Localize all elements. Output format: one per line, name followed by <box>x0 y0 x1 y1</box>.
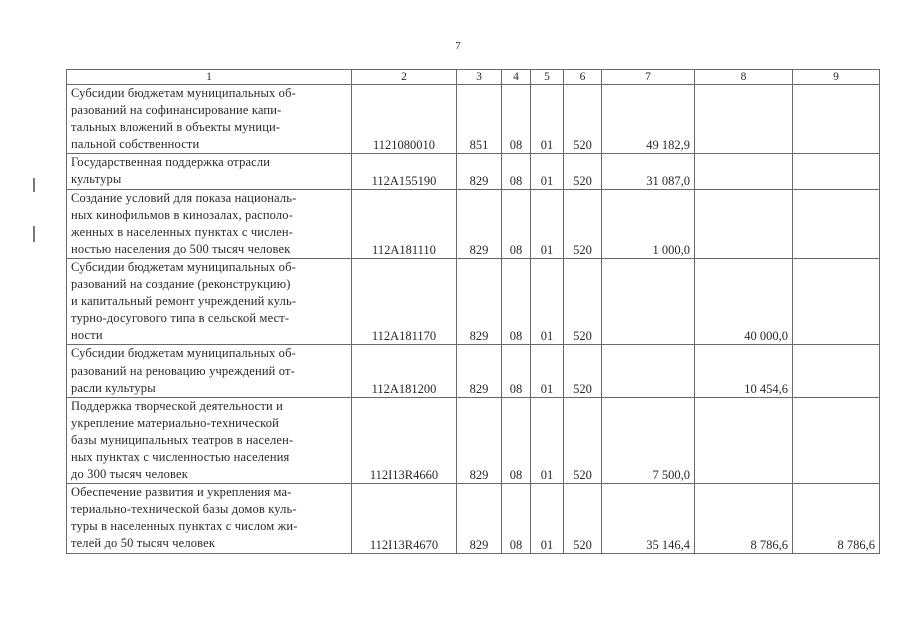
description-line: ности <box>71 328 103 343</box>
header-col-7: 7 <box>602 70 695 85</box>
description-line: базы муниципальных театров в населен- <box>71 432 294 447</box>
table-row <box>67 85 880 154</box>
amount-col-8-cell: 40 000,0 <box>695 258 793 344</box>
row-description <box>67 258 352 344</box>
target-code-cell: 112I13R4660 <box>352 397 457 483</box>
header-col-4: 4 <box>502 70 531 85</box>
description-line: Поддержка творческой деятельности и <box>71 398 283 413</box>
section-code-cell: 08 <box>502 397 531 483</box>
subsection-code-cell: 01 <box>531 345 564 397</box>
amount-col-9-cell <box>793 258 880 344</box>
description-line: Обеспечение развития и укрепления ма- <box>71 485 292 500</box>
section-code-cell: 08 <box>502 484 531 553</box>
amount-col-8-cell: 10 454,6 <box>695 345 793 397</box>
description-line: туры в населенных пунктах с числом жи- <box>71 519 298 534</box>
department-code-cell: 829 <box>457 154 502 189</box>
target-code-cell: 1121080010 <box>352 85 457 154</box>
amount-col-8-cell <box>695 397 793 483</box>
description-line: тальных вложений в объекты муници- <box>71 120 281 135</box>
scan-edge-mark-bottom <box>33 226 35 242</box>
description-line: турно-досугового типа в сельской мест- <box>71 311 290 326</box>
header-col-1: 1 <box>67 70 352 85</box>
description-line: ных пунктах с численностью населения <box>71 449 290 464</box>
description-line: телей до 50 тысяч человек <box>71 536 216 551</box>
department-code-cell: 829 <box>457 258 502 344</box>
description-line: укрепление материально-технической <box>71 415 279 430</box>
table-body <box>67 85 880 554</box>
amount-col-9-cell <box>793 345 880 397</box>
expense-type-cell: 520 <box>564 345 602 397</box>
amount-col-7-cell: 7 500,0 <box>602 397 695 483</box>
target-code-cell: 112A181200 <box>352 345 457 397</box>
header-col-9: 9 <box>793 70 880 85</box>
description-line: Государственная поддержка отрасли <box>71 155 271 170</box>
table-row <box>67 397 880 483</box>
page-number: 7 <box>455 40 461 52</box>
expense-type-cell: 520 <box>564 397 602 483</box>
row-description <box>67 189 352 258</box>
description-line: ностью населения до 500 тысяч человек <box>71 241 291 256</box>
description-line: и капитальный ремонт учреждений куль- <box>71 294 297 309</box>
amount-col-7-cell: 31 087,0 <box>602 154 695 189</box>
table-row <box>67 154 880 189</box>
description-line: Создание условий для показа националь- <box>71 190 297 205</box>
subsection-code-cell: 01 <box>531 397 564 483</box>
table-row <box>67 345 880 397</box>
table-row <box>67 484 880 553</box>
header-col-5: 5 <box>531 70 564 85</box>
amount-col-9-cell <box>793 189 880 258</box>
description-line: культуры <box>71 172 122 187</box>
target-code-cell: 112A181110 <box>352 189 457 258</box>
amount-col-7-cell <box>602 345 695 397</box>
amount-col-8-cell: 8 786,6 <box>695 484 793 553</box>
description-line: расли культуры <box>71 380 156 395</box>
expense-type-cell: 520 <box>564 189 602 258</box>
section-code-cell: 08 <box>502 85 531 154</box>
description-line: Субсидии бюджетам муниципальных об- <box>71 86 296 100</box>
header-col-3: 3 <box>457 70 502 85</box>
amount-col-7-cell: 35 146,4 <box>602 484 695 553</box>
description-line: до 300 тысяч человек <box>71 467 188 482</box>
target-code-cell: 112I13R4670 <box>352 484 457 553</box>
table-row <box>67 189 880 258</box>
row-description <box>67 397 352 483</box>
department-code-cell: 829 <box>457 345 502 397</box>
department-code-cell: 829 <box>457 189 502 258</box>
section-code-cell: 08 <box>502 189 531 258</box>
expense-type-cell: 520 <box>564 85 602 154</box>
department-code-cell: 829 <box>457 397 502 483</box>
section-code-cell: 08 <box>502 345 531 397</box>
expense-type-cell: 520 <box>564 484 602 553</box>
description-line: женных в населенных пунктах с числен- <box>71 224 294 239</box>
header-col-8: 8 <box>695 70 793 85</box>
department-code-cell: 829 <box>457 484 502 553</box>
description-line: разований на создание (реконструкцию) <box>71 277 291 292</box>
amount-col-8-cell <box>695 85 793 154</box>
table-row <box>67 258 880 344</box>
amount-col-9-cell <box>793 154 880 189</box>
header-col-6: 6 <box>564 70 602 85</box>
section-code-cell: 08 <box>502 154 531 189</box>
row-description <box>67 85 352 154</box>
amount-col-7-cell: 49 182,9 <box>602 85 695 154</box>
scan-edge-mark-top <box>33 178 35 192</box>
amount-col-8-cell <box>695 154 793 189</box>
subsection-code-cell: 01 <box>531 258 564 344</box>
description-line: Субсидии бюджетам муниципальных об- <box>71 259 296 274</box>
amount-col-7-cell <box>602 258 695 344</box>
amount-col-8-cell <box>695 189 793 258</box>
expense-type-cell: 520 <box>564 258 602 344</box>
department-code-cell: 851 <box>457 85 502 154</box>
description-line: разований на реновацию учреждений от- <box>71 363 295 378</box>
target-code-cell: 112A155190 <box>352 154 457 189</box>
row-description <box>67 345 352 397</box>
amount-col-9-cell <box>793 397 880 483</box>
description-line: териально-технической базы домов куль- <box>71 502 297 517</box>
subsection-code-cell: 01 <box>531 85 564 154</box>
subsection-code-cell: 01 <box>531 189 564 258</box>
table-header-row <box>67 70 880 85</box>
amount-col-7-cell: 1 000,0 <box>602 189 695 258</box>
description-line: ных кинофильмов в кинозалах, располо- <box>71 207 294 222</box>
description-line: Субсидии бюджетам муниципальных об- <box>71 346 296 361</box>
section-code-cell: 08 <box>502 258 531 344</box>
description-line: разований на софинансирование капи- <box>71 103 282 118</box>
amount-col-9-cell <box>793 85 880 154</box>
expense-type-cell: 520 <box>564 154 602 189</box>
description-line: пальной собственности <box>71 137 200 152</box>
target-code-cell: 112A181170 <box>352 258 457 344</box>
header-col-2: 2 <box>352 70 457 85</box>
row-description <box>67 484 352 553</box>
row-description <box>67 154 352 189</box>
budget-table <box>66 69 880 554</box>
amount-col-9-cell: 8 786,6 <box>793 484 880 553</box>
subsection-code-cell: 01 <box>531 154 564 189</box>
subsection-code-cell: 01 <box>531 484 564 553</box>
